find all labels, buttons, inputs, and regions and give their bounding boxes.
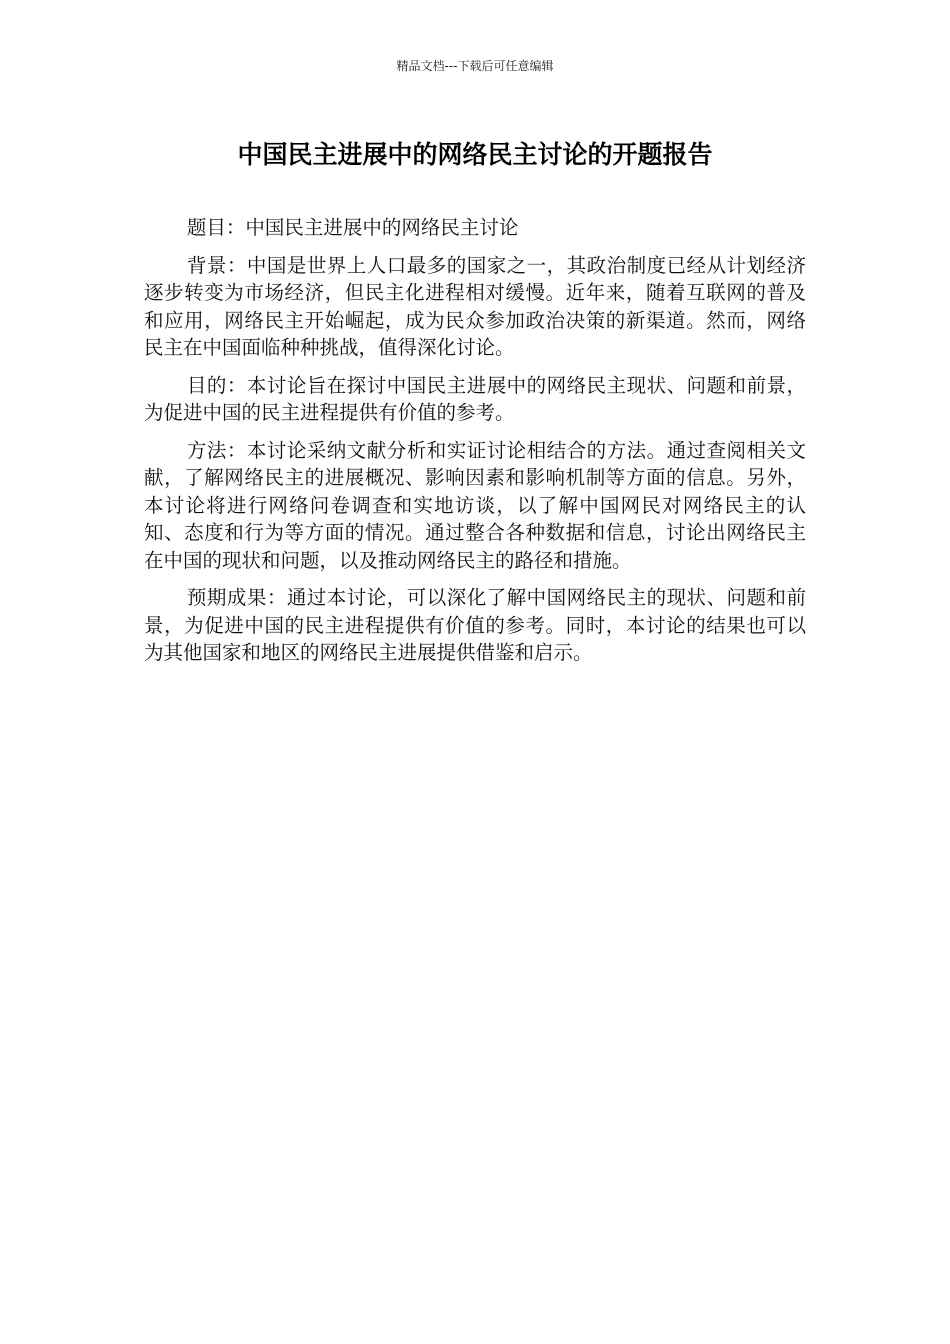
paragraph-background: 背景：中国是世界上人口最多的国家之一，其政治制度已经从计划经济逐步转变为市场经济，但民主化进程相对缓慢。近年来，随着互联网的普及和应用，网络民主开始崛起，成为民众参加政治决策的新渠道。然而，网络民主在中国面临种种挑战，值得深化讨论。 — [144, 253, 806, 359]
paragraph-expected-results: 预期成果：通过本讨论，可以深化了解中国网络民主的现状、问题和前景，为促进中国的民主进程提供有价值的参考。同时，本讨论的结果也可以为其他国家和地区的网络民主进展提供借鉴和启示。 — [144, 586, 806, 664]
page-header: 精品文档---下载后可任意编辑 — [396, 59, 554, 73]
document-body — [144, 214, 806, 677]
document-title: 中国民主进展中的网络民主讨论的开题报告 — [237, 140, 713, 169]
paragraph-purpose: 目的：本讨论旨在探讨中国民主进展中的网络民主现状、问题和前景，为促进中国的民主进程提供有价值的参考。 — [144, 373, 806, 424]
paragraph-topic: 题目：中国民主进展中的网络民主讨论 — [186, 216, 519, 239]
paragraph-method: 方法：本讨论采纳文献分析和实证讨论相结合的方法。通过查阅相关文献，了解网络民主的进展概况、影响因素和影响机制等方面的信息。另外，本讨论将进行网络问卷调查和实地访谈，以了解中国网民对网络民主的认知、态度和行为等方面的情况。通过整合各种数据和信息，讨论出网络民主在中国的现状和问题，以及推动网络民主的路径和措施。 — [144, 438, 806, 572]
